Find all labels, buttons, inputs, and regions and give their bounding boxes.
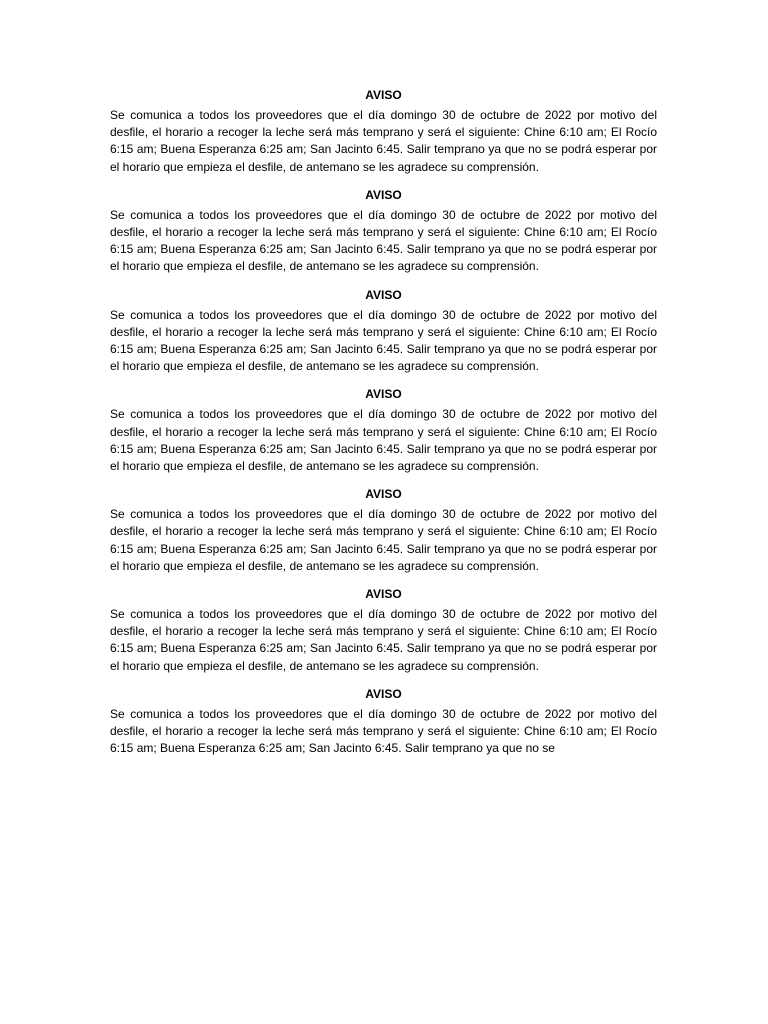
notice-title: AVISO (365, 487, 402, 502)
notice-body: Se comunica a todos los proveedores que el día domingo 30 de octubre de 2022 por motivo del desfile, el horario a recoger la leche será más temprano y será el siguiente: Chine 6:10 am; El Rocío 6:15 am; Buena Esperanza 6:25 am; San Jacinto 6:45. Salir temprano ya que no se podrá esperar por el horario que empieza el desfile, de antemano se les agradece su comprensión. (110, 307, 657, 374)
notice-title: AVISO (365, 686, 402, 701)
notice-block-7 (110, 685, 657, 758)
notice-block-4 (110, 385, 657, 475)
notice-title: AVISO (365, 287, 402, 302)
notice-block-2 (110, 186, 657, 276)
notice-block-5 (110, 485, 657, 575)
notice-body: Se comunica a todos los proveedores que el día domingo 30 de octubre de 2022 por motivo del desfile, el horario a recoger la leche será más temprano y será el siguiente: Chine 6:10 am; El Rocío 6:15 am; Buena Esperanza 6:25 am; San Jacinto 6:45. Salir temprano ya que no se podrá esperar por el horario que empieza el desfile, de antemano se les agradece su comprensión. (110, 607, 657, 673)
notice-title: AVISO (365, 187, 402, 202)
document-content (110, 86, 657, 757)
notice-body: Se comunica a todos los proveedores que el día domingo 30 de octubre de 2022 por motivo del desfile, el horario a recoger la leche será más temprano y será el siguiente: Chine 6:10 am; El Rocío 6:15 am; Buena Esperanza 6:25 am; San Jacinto 6:45. Salir temprano ya que no se (110, 706, 657, 756)
notice-block-1 (110, 86, 657, 176)
notice-title: AVISO (365, 88, 402, 102)
notice-body: Se comunica a todos los proveedores que el día domingo 30 de octubre de 2022 por motivo del desfile, el horario a recoger la leche será más temprano y será el siguiente: Chine 6:10 am; El Rocío 6:15 am; Buena Esperanza 6:25 am; San Jacinto 6:45. Salir temprano ya que no se podrá esperar por el horario que empieza el desfile, de antemano se les agradece su comprensión. (110, 108, 657, 174)
notice-title: AVISO (365, 387, 402, 402)
notice-body: Se comunica a todos los proveedores que el día domingo 30 de octubre de 2022 por motivo del desfile, el horario a recoger la leche será más temprano y será el siguiente: Chine 6:10 am; El Rocío 6:15 am; Buena Esperanza 6:25 am; San Jacinto 6:45. Salir temprano ya que no se podrá esperar por el horario que empieza el desfile, de antemano se les agradece su comprensión. (110, 507, 657, 573)
notice-title: AVISO (365, 587, 402, 602)
notice-block-6 (110, 585, 657, 675)
notice-body: Se comunica a todos los proveedores que el día domingo 30 de octubre de 2022 por motivo del desfile, el horario a recoger la leche será más temprano y será el siguiente: Chine 6:10 am; El Rocío 6:15 am; Buena Esperanza 6:25 am; San Jacinto 6:45. Salir temprano ya que no se podrá esperar por el horario que empieza el desfile, de antemano se les agradece su comprensión. (110, 407, 657, 474)
notice-block-3 (110, 286, 657, 376)
notice-body: Se comunica a todos los proveedores que el día domingo 30 de octubre de 2022 por motivo del desfile, el horario a recoger la leche será más temprano y será el siguiente: Chine 6:10 am; El Rocío 6:15 am; Buena Esperanza 6:25 am; San Jacinto 6:45. Salir temprano ya que no se podrá esperar por el horario que empieza el desfile, de antemano se les agradece su comprensión. (110, 207, 657, 274)
